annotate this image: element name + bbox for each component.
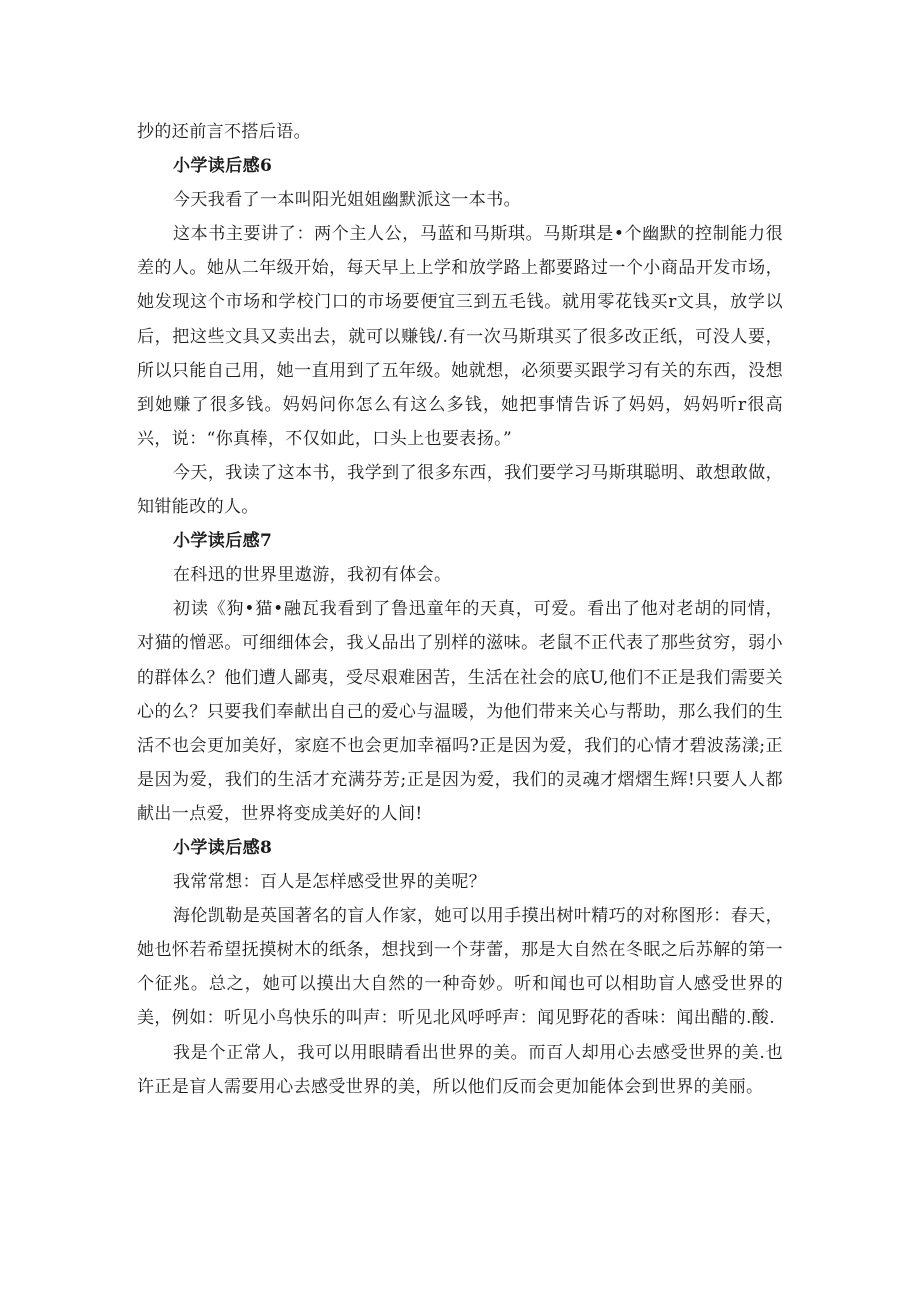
- section-heading-8: 小学读后感8: [173, 837, 273, 858]
- section-heading-6: 小学读后感6: [173, 156, 273, 177]
- section-6-paragraph-1: 今天我看了一本叫阳光姐姐幽默派这一本书。: [173, 190, 521, 211]
- section-7-paragraph-2: 初读《狗•猫•融瓦我看到了鲁迅童年的天真，可爱。看出了他对老胡的同情，对猫的憎恶。可细细体会，我乂品出了别样的滋味。老鼠不正代表了那些贫穷，弱小的群体么？他们遭人鄙夷，受尽艰难困苦，生活在社会的底U,他们不正是我们需要关心的么？只要我们奉献出自己的爱心与温暖，为他们带来关心与帮助，那么我们的生活不也会更加美好，家庭不也会更加幸福吗?正是因为爱，我们的心情才碧波荡漾;正是因为爱，我们的生活才充满芬芳;正是因为爱，我们的灵魂才熠熠生辉!只要人人都献出一点爱，世界将变成美好的人间!: [137, 599, 783, 824]
- document-body: [137, 115, 783, 1104]
- section-8-paragraph-3: 我是个正常人，我可以用眼睛看出世界的美。而百人却用心去感受世界的美.也许正是盲人需要用心去感受世界的美，所以他们反而会更加能体会到世界的美丽。: [137, 1042, 783, 1097]
- continuation-text: 抄的还前言不搭后语。: [137, 122, 311, 142]
- section-6-paragraph-3: 今天，我读了这本书，我学到了很多东西，我们要学习马斯琪聪明、敢想敢做，知钳能改的人。: [137, 462, 783, 518]
- section-7-paragraph-1: 在科迅的世界里遨游，我初有体会。: [173, 565, 452, 586]
- section-8-paragraph-2: 海伦凯勒是英国著名的盲人作家，她可以用手摸出树叶精巧的对称图形：春天，她也怀若希望抚摸树木的纸条，想找到一个芽蕾，那是大自然在冬眠之后苏解的第一个征兆。总之，她可以摸出大自然的一种奇妙。听和闻也可以相助盲人感受世界的美，例如：听见小鸟快乐的叫声：听见北风呼呼声：闻见野花的香味：闻出醋的.酸.: [137, 906, 783, 1029]
- section-heading-7: 小学读后感7: [173, 531, 273, 552]
- section-6-paragraph-2: 这本书主要讲了：两个主人公，马蓝和马斯琪。马斯琪是•个幽默的控制能力很差的人。她从二年级开始，每天早上上学和放学路上都要路过一个小商品开发市场，她发现这个市场和学校门口的市场要便宜三到五毛钱。就用零花钱买r文具，放学以后，把这些文具又卖出去，就可以赚钱/.有一次马斯琪买了很多改正纸，可没人要，所以只能自己用，她一直用到了五年级。她就想，必须要买跟学习有关的东西，没想到她赚了很多钱。妈妈问你怎么有这么多钱，她把事情告诉了妈妈，妈妈听r很高兴，说：“你真棒，不仅如此，口头上也要表扬。”: [137, 224, 783, 449]
- section-8-paragraph-1: 我常常想：百人是怎样感受世界的美呢？: [173, 872, 487, 893]
